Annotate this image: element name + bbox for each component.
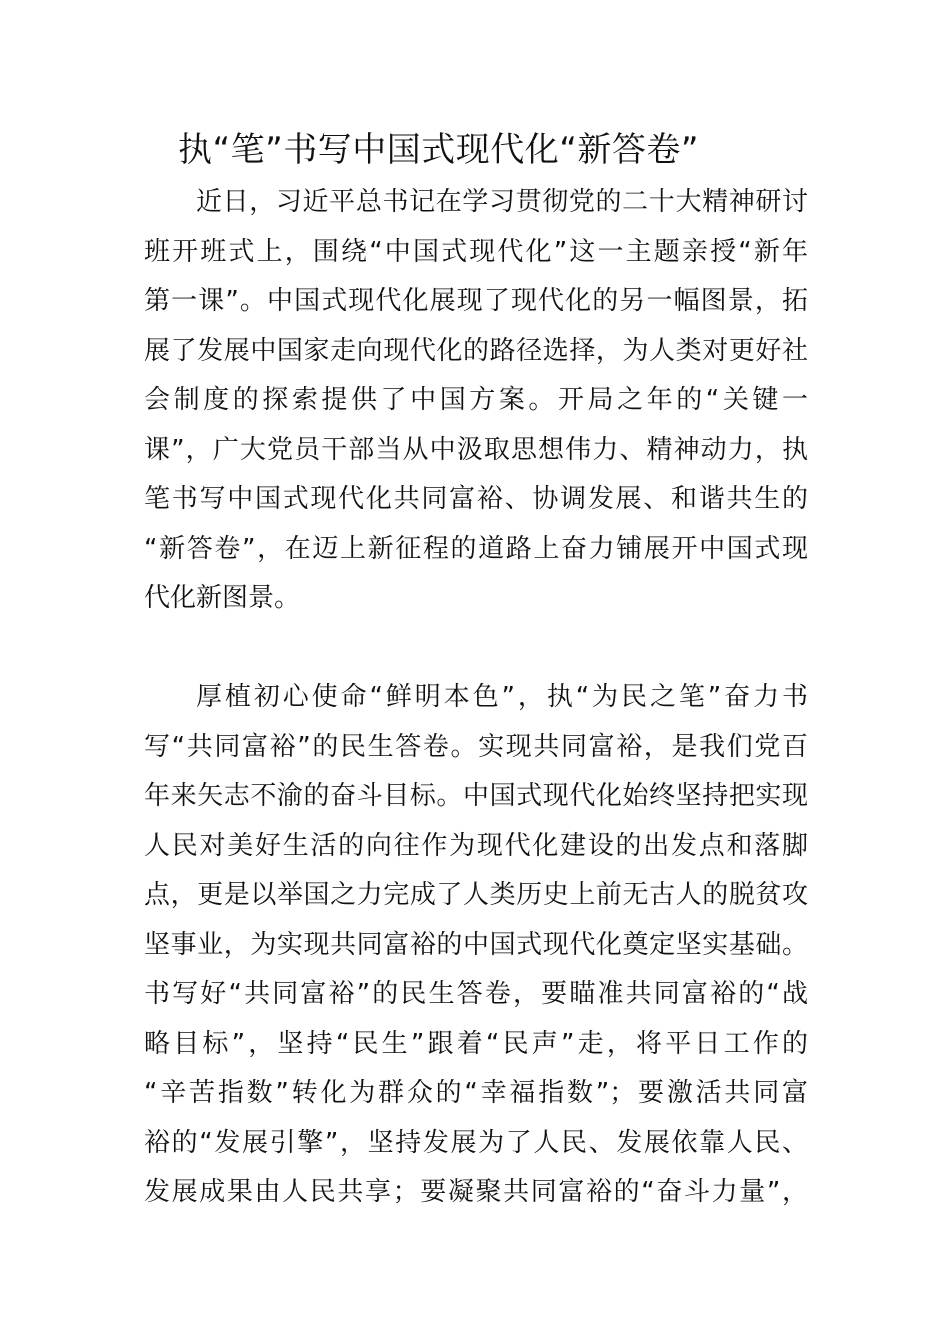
paragraph-line: 年来矢志不渝的奋斗目标。中国式现代化始终坚持把实现 xyxy=(144,781,808,811)
paragraph-line: 写“共同富裕”的民生答卷。实现共同富裕，是我们党百 xyxy=(144,731,808,762)
paragraph-line: 略目标”，坚持“民生”跟着“民声”走，将平日工作的 xyxy=(144,1028,808,1059)
paragraph-line: 坚事业，为实现共同富裕的中国式现代化奠定坚实基础。 xyxy=(144,929,808,960)
paragraph-line: “辛苦指数”转化为群众的“幸福指数”；要激活共同富 xyxy=(144,1078,808,1108)
paragraph-line: 发展成果由人民共享；要凝聚共同富裕的“奋斗力量”， xyxy=(144,1177,808,1207)
paragraph-line: 课”，广大党员干部当从中汲取思想伟力、精神动力，执 xyxy=(144,434,808,465)
paragraph-line: 笔书写中国式现代化共同富裕、协调发展、和谐共生的 xyxy=(144,484,808,514)
paragraph-line: 书写好“共同富裕”的民生答卷，要瞄准共同富裕的“战 xyxy=(144,979,808,1009)
paragraph-1 xyxy=(144,178,808,624)
paragraph-line: 代化新图景。 xyxy=(144,583,301,613)
paragraph-line: 班开班式上，围绕“中国式现代化”这一主题亲授“新年 xyxy=(144,236,808,267)
paragraph-2 xyxy=(144,673,808,1218)
paragraph-line: 展了发展中国家走向现代化的路径选择，为人类对更好社 xyxy=(144,335,808,366)
paragraph-line: 第一课”。中国式现代化展现了现代化的另一幅图景，拓 xyxy=(144,286,808,316)
document-title: 执“笔”书写中国式现代化“新答卷” xyxy=(178,130,699,170)
paragraph-line: “新答卷”，在迈上新征程的道路上奋力铺展开中国式现 xyxy=(144,533,808,564)
paragraph-line: 裕的“发展引擎”，坚持发展为了人民、发展依靠人民、 xyxy=(144,1127,808,1158)
paragraph-line: 近日，习近平总书记在学习贯彻党的二十大精神研讨 xyxy=(196,187,808,217)
paragraph-line: 人民对美好生活的向往作为现代化建设的出发点和落脚 xyxy=(144,830,808,861)
paragraph-line: 点，更是以举国之力完成了人类历史上前无古人的脱贫攻 xyxy=(144,880,808,910)
paragraph-line: 会制度的探索提供了中国方案。开局之年的“关键一 xyxy=(144,385,808,415)
paragraph-line: 厚植初心使命“鲜明本色”，执“为民之笔”奋力书 xyxy=(196,682,808,712)
